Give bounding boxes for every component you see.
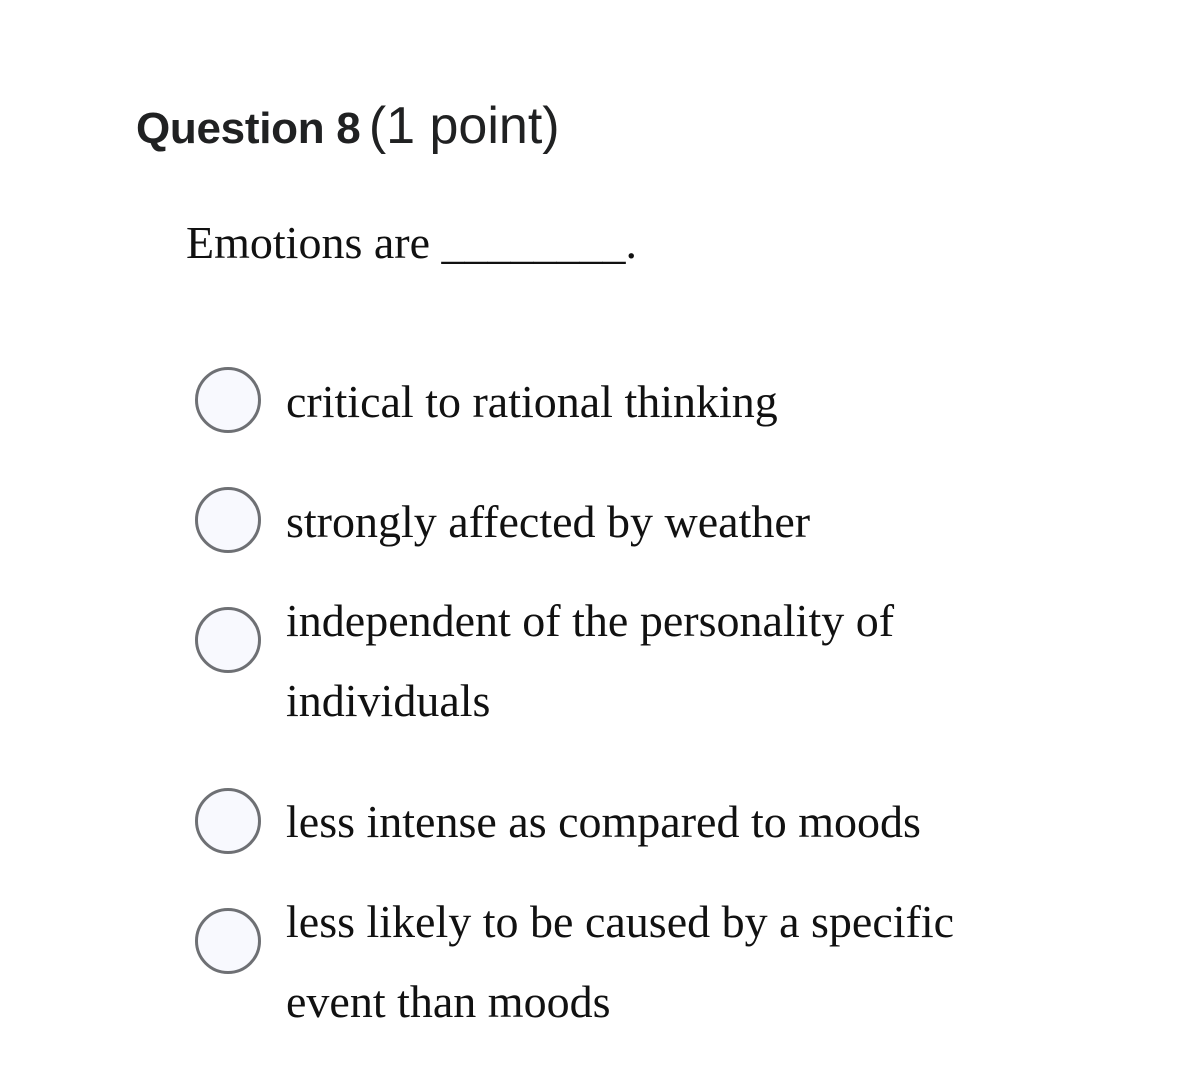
answer-option-label[interactable]: less likely to be caused by a specific event than moods bbox=[286, 896, 955, 1027]
radio-button-icon[interactable] bbox=[195, 607, 261, 673]
radio-button-icon[interactable] bbox=[195, 908, 261, 974]
radio-button-icon[interactable] bbox=[195, 788, 261, 854]
answer-option-label[interactable]: independent of the personality of individuals bbox=[286, 595, 895, 726]
question-header bbox=[136, 96, 560, 156]
radio-button-icon[interactable] bbox=[195, 367, 261, 433]
question-prompt: Emotions are ________. bbox=[186, 217, 637, 268]
question-points: (1 point) bbox=[368, 97, 560, 155]
radio-button-icon[interactable] bbox=[195, 487, 261, 553]
answer-option-label[interactable]: critical to rational thinking bbox=[286, 376, 778, 427]
answer-option-label[interactable]: less intense as compared to moods bbox=[286, 796, 921, 847]
answer-option-label[interactable]: strongly affected by weather bbox=[286, 496, 811, 547]
question-number: Question 8 bbox=[136, 104, 361, 153]
